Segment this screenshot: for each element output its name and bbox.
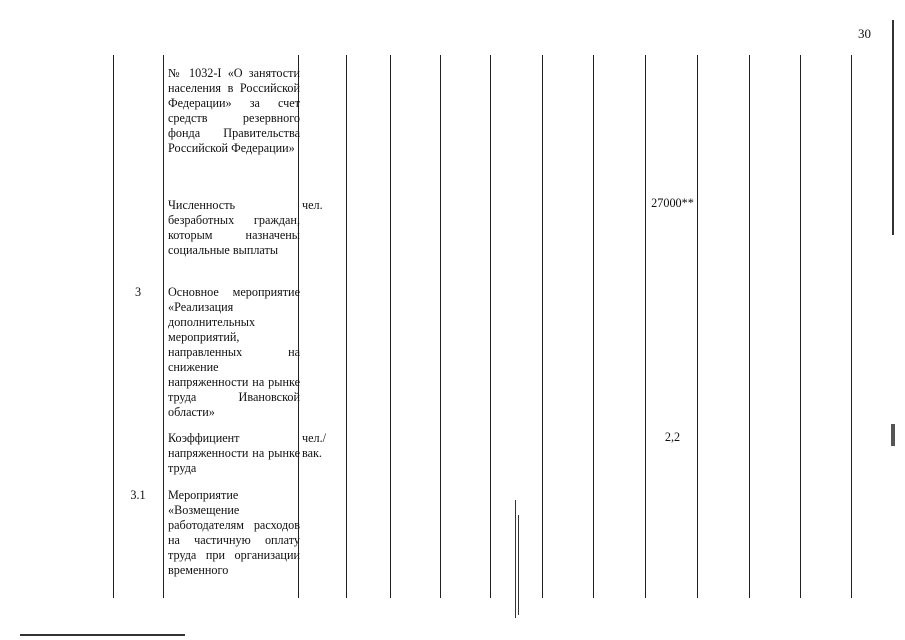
column-line — [440, 55, 441, 598]
table-cell-value: 27000** — [651, 196, 694, 210]
table-cell-description: Мероприятие «Возмещение работодателям расходов на частичную оплату труда при организации временного — [168, 488, 300, 577]
footnote-rule — [20, 634, 185, 636]
column-line — [490, 55, 491, 598]
column-line — [749, 55, 750, 598]
scan-artifact-center-line — [515, 500, 516, 618]
column-line — [163, 55, 164, 598]
table-cell-description: Основное мероприятие «Реализация дополнительных мероприятий, направленных на снижение напряженности на рынке труда Ивановской области» — [168, 285, 300, 419]
column-line — [113, 55, 114, 598]
column-line — [542, 55, 543, 598]
table-cell-unit: чел. — [302, 198, 323, 212]
scan-artifact-right-edge — [892, 20, 894, 235]
table-cell-description: № 1032-I «О занятости населения в Российской Федерации» за счет средств резервного фонда Правительства Российской Федерации» — [168, 66, 300, 155]
column-line — [697, 55, 698, 598]
table-cell-description: Коэффициент напряженности на рынке труда — [168, 431, 300, 475]
scan-artifact-right-mark — [891, 424, 895, 446]
column-line — [390, 55, 391, 598]
table-cell-description: Численность безработных граждан, которым назначены социальные выплаты — [168, 198, 300, 257]
table-cell-number: 3 — [134, 285, 142, 299]
scan-artifact-center-line — [518, 515, 519, 615]
column-line — [851, 55, 852, 598]
column-line — [346, 55, 347, 598]
page-number: 30 — [858, 26, 871, 41]
table-cell-number: 3.1 — [130, 488, 146, 502]
column-line — [645, 55, 646, 598]
column-line — [593, 55, 594, 598]
table-cell-value: 2,2 — [664, 430, 681, 444]
column-line — [800, 55, 801, 598]
table-cell-unit: чел./ вак. — [302, 431, 327, 460]
